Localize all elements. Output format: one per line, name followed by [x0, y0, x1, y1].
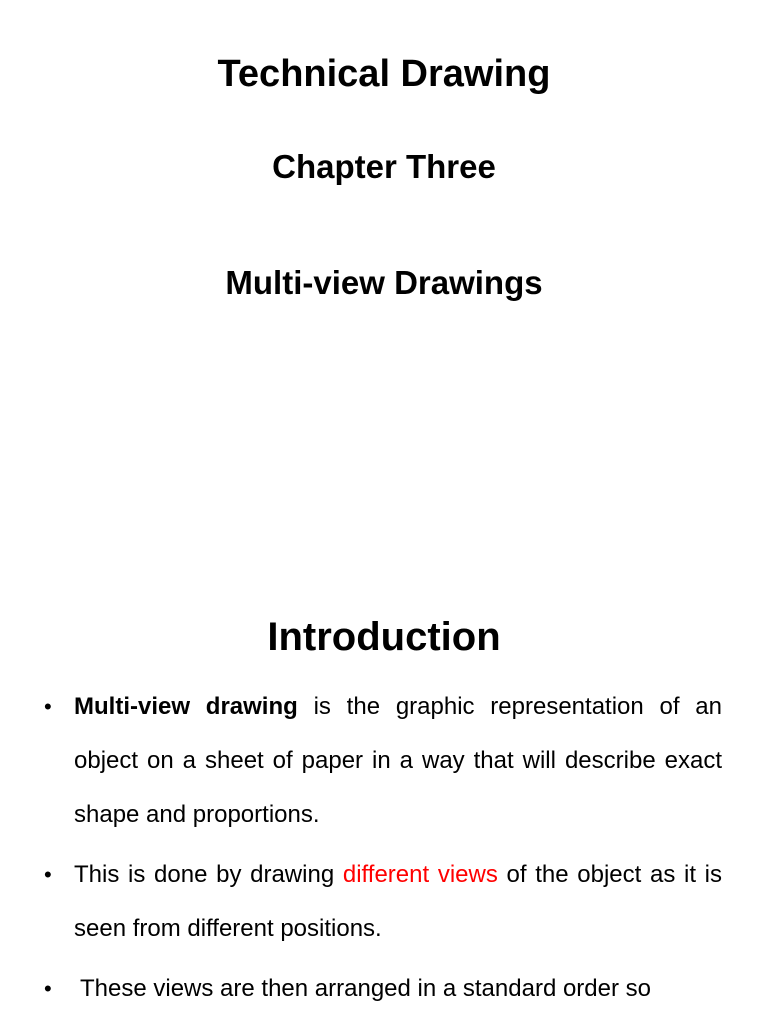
topic-heading: Multi-view Drawings — [225, 264, 543, 301]
bullet-icon: • — [44, 694, 52, 719]
document-title: Technical Drawing — [217, 53, 551, 95]
section-heading: Introduction — [267, 615, 501, 659]
chapter-heading: Chapter Three — [272, 148, 496, 185]
bullet-icon: • — [44, 862, 52, 887]
bold-term: Multi-view drawing — [74, 693, 298, 720]
bullet-item — [40, 962, 722, 1016]
bullet-text: is the graphic representation of an object on a sheet of paper in a way that will describe exact shape and proportions. — [74, 693, 723, 828]
bullet-list — [40, 680, 722, 1022]
bullet-text: These views are then arranged in a standard order so — [80, 975, 651, 1002]
bullet-item — [40, 848, 722, 956]
bullet-text: This is done by drawing — [74, 861, 343, 888]
bullet-icon: • — [44, 976, 52, 1001]
highlighted-text: different views — [342, 861, 498, 888]
bullet-item — [40, 680, 722, 842]
introduction-slide — [0, 576, 768, 1024]
bullet-text: of the object as it is seen from different positions. — [74, 861, 723, 942]
